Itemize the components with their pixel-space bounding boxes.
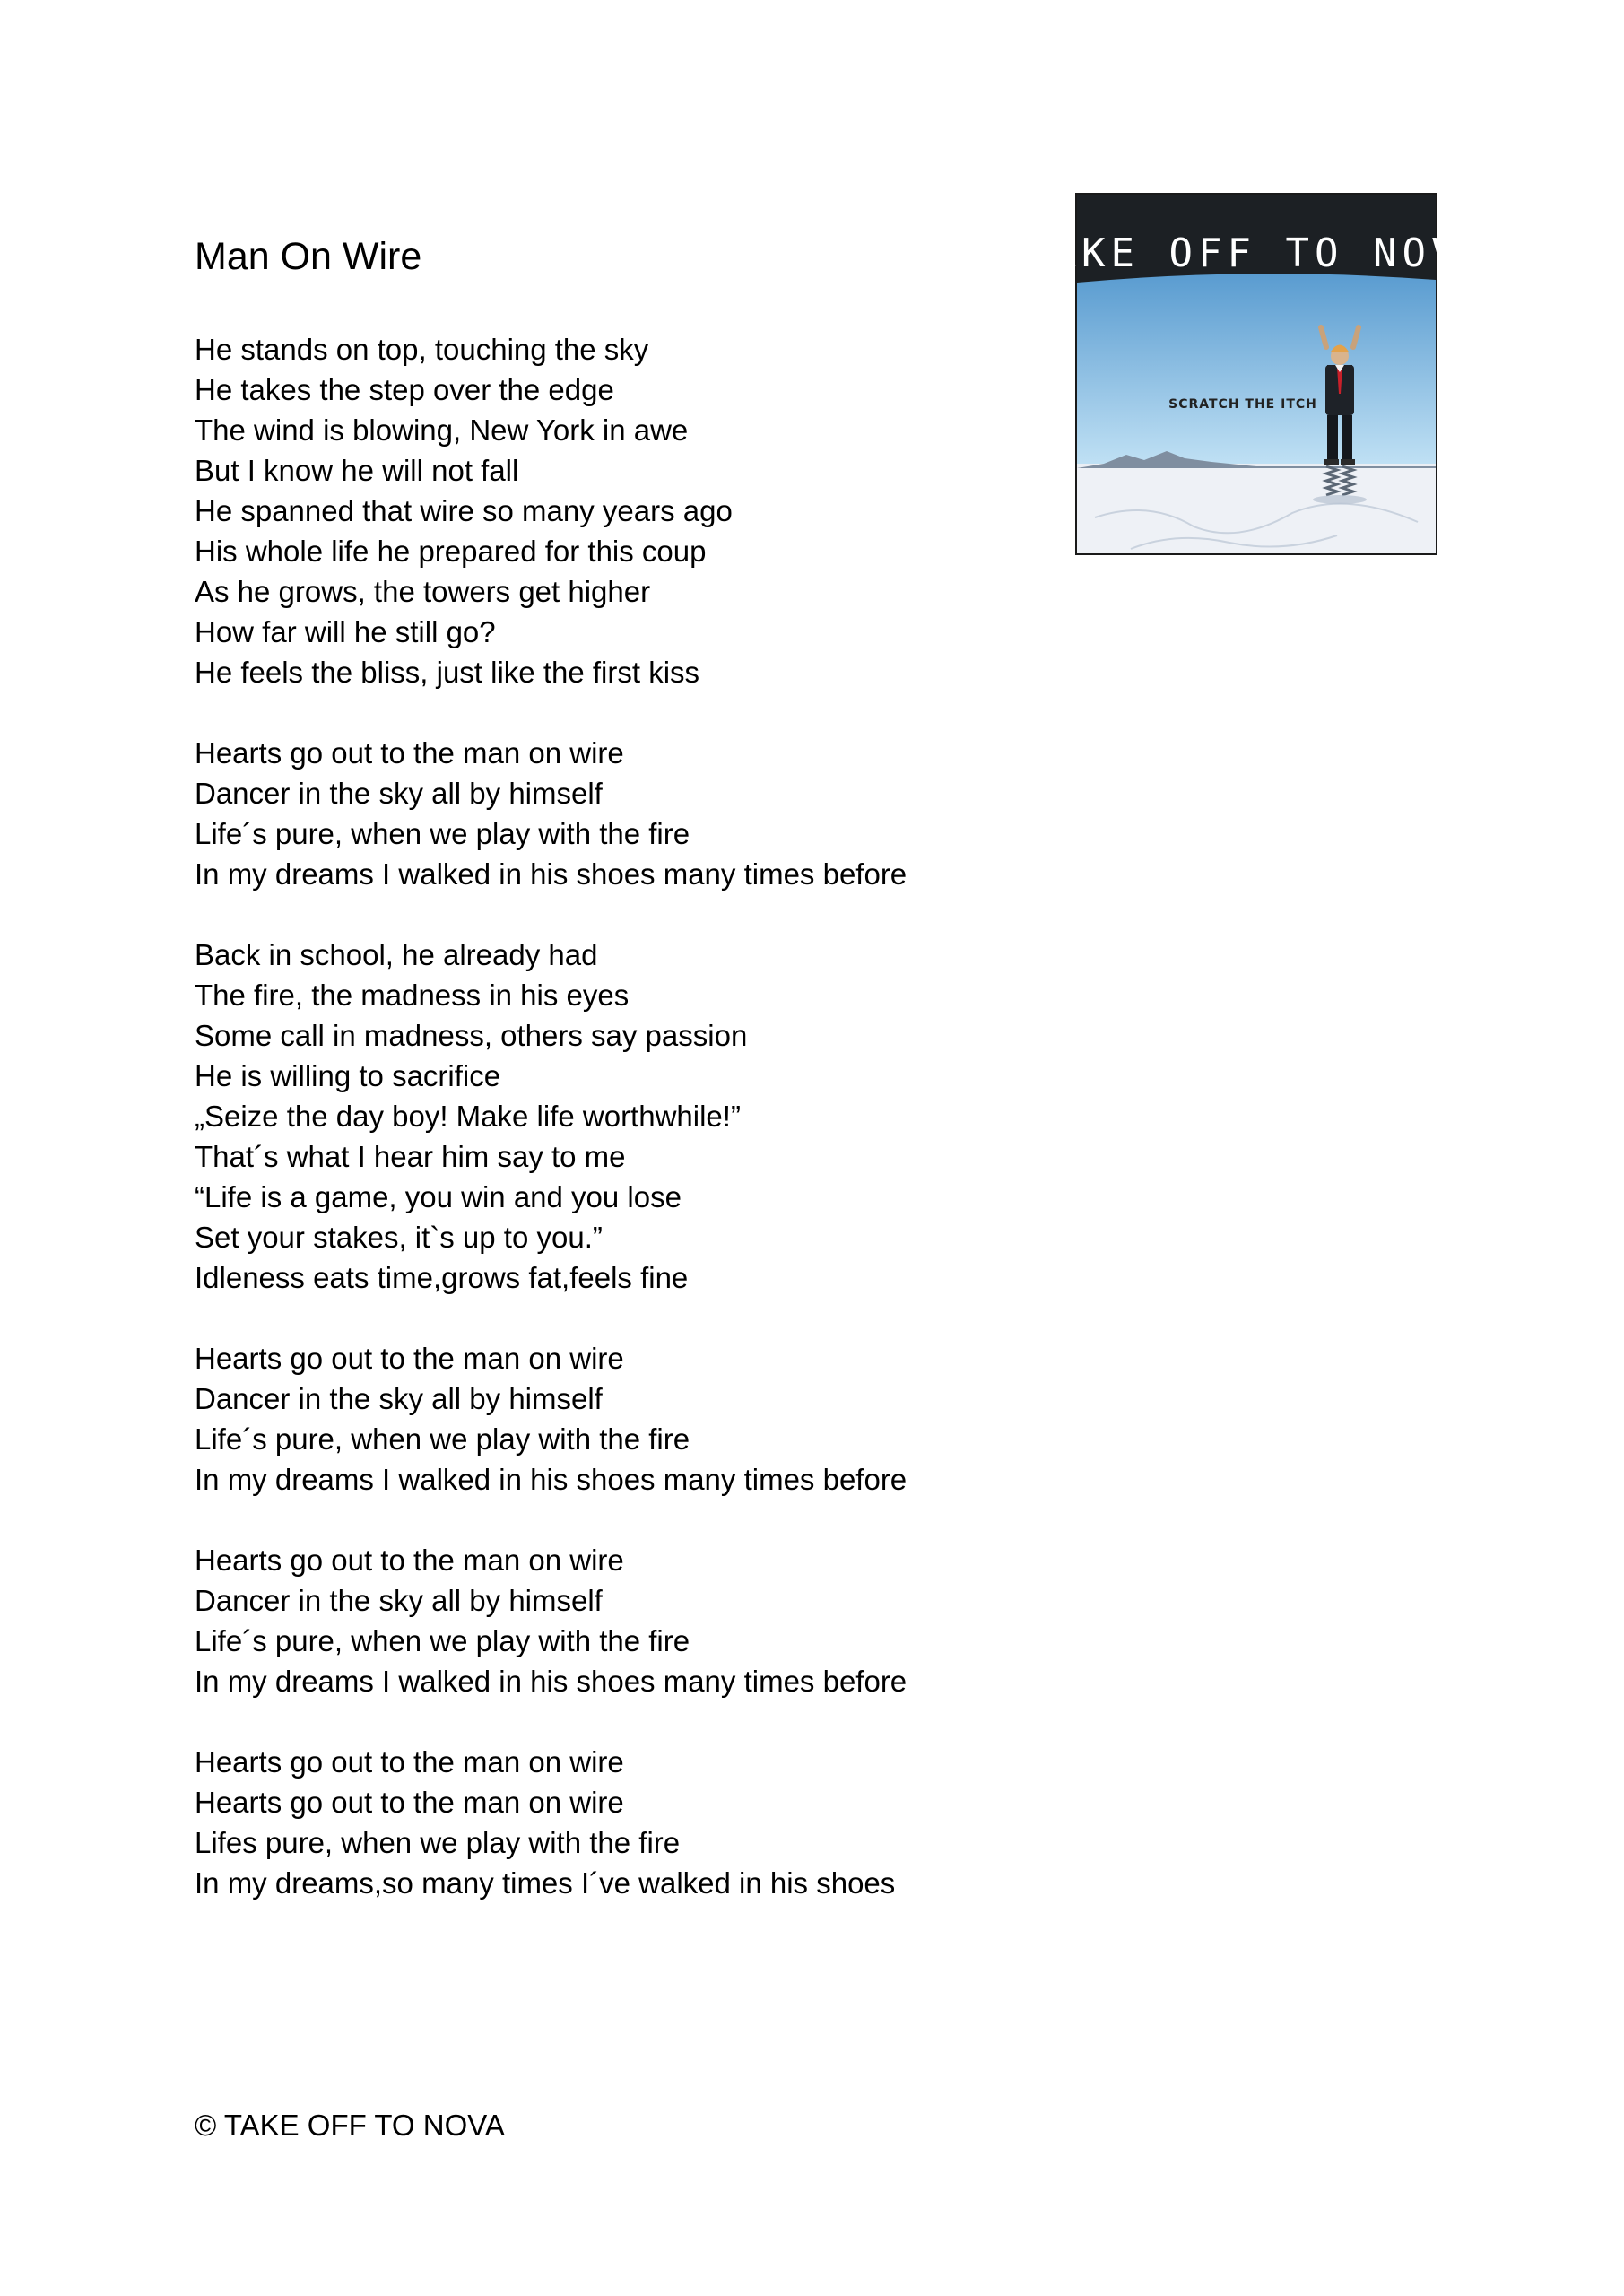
cover-album-title: SCRATCH THE ITCH xyxy=(1168,397,1317,412)
lyric-line: Hearts go out to the man on wire xyxy=(195,1342,624,1375)
cover-band-name: TAKE OFF TO NOVA xyxy=(1023,230,1489,276)
lyric-line: He feels the bliss, just like the first kiss xyxy=(195,656,700,689)
lyric-line: The wind is blowing, New York in awe xyxy=(195,413,689,447)
lyric-line: “Life is a game, you win and you lose xyxy=(195,1180,682,1213)
lyric-line: As he grows, the towers get higher xyxy=(195,575,651,608)
song-title: Man On Wire xyxy=(195,235,422,278)
stanza xyxy=(195,1742,1181,1903)
lyric-line: In my dreams,so many times I´ve walked in his shoes xyxy=(195,1866,896,1900)
lyric-line: In my dreams I walked in his shoes many times before xyxy=(195,857,908,891)
lyric-line: Idleness eats time,grows fat,feels fine xyxy=(195,1261,689,1294)
lyric-line: Life´s pure, when we play with the fire xyxy=(195,1624,690,1657)
lyric-line: But I know he will not fall xyxy=(195,454,519,487)
lyric-line: That´s what I hear him say to me xyxy=(195,1140,626,1173)
copyright-notice: © TAKE OFF TO NOVA xyxy=(195,2109,505,2142)
lyric-line: Hearts go out to the man on wire xyxy=(195,1544,624,1577)
lyric-line: In my dreams I walked in his shoes many times before xyxy=(195,1665,908,1698)
lyric-line: Dancer in the sky all by himself xyxy=(195,1584,603,1617)
lyric-line: Dancer in the sky all by himself xyxy=(195,1382,603,1415)
lyric-line: Hearts go out to the man on wire xyxy=(195,1745,624,1779)
stanza xyxy=(195,935,1181,1298)
lyric-line: Life´s pure, when we play with the fire xyxy=(195,817,690,850)
lyric-line: His whole life he prepared for this coup xyxy=(195,535,707,568)
cover-shadow xyxy=(1313,495,1367,504)
lyric-line: He stands on top, touching the sky xyxy=(195,333,649,366)
lyric-line: Hearts go out to the man on wire xyxy=(195,1786,624,1819)
stanza xyxy=(195,329,1181,692)
lyric-line: Hearts go out to the man on wire xyxy=(195,736,624,770)
lyric-line: Life´s pure, when we play with the fire xyxy=(195,1422,690,1456)
lyric-line: He spanned that wire so many years ago xyxy=(195,494,733,527)
lyrics xyxy=(195,329,1181,1944)
stanza xyxy=(195,1540,1181,1701)
lyric-line: How far will he still go? xyxy=(195,615,496,648)
lyric-line: Dancer in the sky all by himself xyxy=(195,777,603,810)
lyric-line: „Seize the day boy! Make life worthwhile!” xyxy=(195,1100,741,1133)
lyric-line: Back in school, he already had xyxy=(195,938,598,971)
stanza xyxy=(195,1338,1181,1500)
lyric-line: He takes the step over the edge xyxy=(195,373,614,406)
album-cover xyxy=(1023,193,1489,555)
album-cover-artwork xyxy=(1023,195,1489,553)
lyric-line: In my dreams I walked in his shoes many times before xyxy=(195,1463,908,1496)
lyric-line: Set your stakes, it`s up to you.” xyxy=(195,1221,603,1254)
stanza xyxy=(195,733,1181,894)
lyric-line: He is willing to sacrifice xyxy=(195,1059,501,1092)
lyric-line: The fire, the madness in his eyes xyxy=(195,978,630,1012)
lyric-line: Lifes pure, when we play with the fire xyxy=(195,1826,681,1859)
lyric-line: Some call in madness, others say passion xyxy=(195,1019,748,1052)
